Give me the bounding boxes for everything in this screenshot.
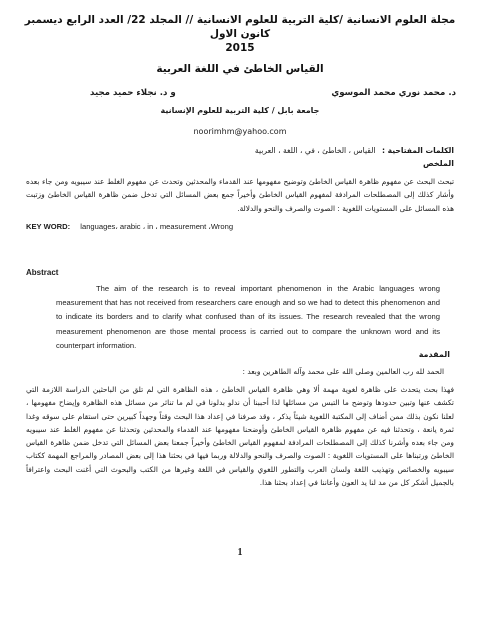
- keywords-arabic: [255, 146, 454, 155]
- journal-header-line1: مجلة العلوم الانسانية /كلية التربية للعلوم الانسانية // المجلد 22/ العدد الرابع ديسمبر كانون الاول: [24, 14, 456, 40]
- authors-line: [90, 88, 456, 98]
- abstract-arabic-heading: الملخص: [422, 159, 454, 168]
- author-2: و د. نجلاء حميد مجيد: [90, 88, 176, 98]
- keywords-english-terms: languages، arabic ، in ، measurement ،Wrong: [80, 222, 234, 231]
- introduction-text: فهذا بحث يتحدث على ظاهرة لغوية مهمة ألا وهي ظاهرة القياس الخاطئ ، هذه الظاهرة التي لم تلق من الباحثين الدراسة اللازمة التي تكشف عنها وتبين حدودها وتوضح ما التبس من مسائلها لذا أحببنا أن ندلو بدلونا في لم ما تناثر من مسائل هذه الظاهرة وإيضاح مفهومها ، لعلنا نكون بذلك ممن أضاف إلى المكتبة اللغوية شيئاً يذكر ، وقد صرفنا في إعداد هذا البحث وقتاً وجهداً كبيرين حتى استقام على سوقه وغدا ثمرة يانعة ، وتحدثنا فيه عن مفهوم ظاهرة القياس الخاطئ وأوضحنا مفهومها عند القدماء والمحدثين وتحدثنا عن مفهوم الغلط عند سيبويه ومن جاء بعده وأشرنا كذلك إلى المصطلحات المرادفة لمفهوم القياس الخاطئ وأخيراً جمعنا بعض المسائل التي تدخل ضمن ظاهرة القياس الخاطئ ورتبناها على المستويات اللغوية : الصوت والصرف والنحو والدلالة وربما فيها في بحثنا هذا إلى بعض المصادر والمراجع المهمة ككتاب سيبويه والخصائص وتهذيب اللغة ولسان العرب والتطور اللغوي والقياس في اللغة وغيرها من الكتب والبحوث التي أغنت البحث واعترافاً بالجميل أشكر كل من مد لنا يد العون وأعاننا في إعداد بحثنا هذا.: [26, 385, 454, 488]
- keywords-english-label: KEY WORD:: [26, 222, 71, 231]
- introduction-greeting: الحمد لله رب العالمين وصلى الله على محمد وآله الطاهرين وبعد :: [242, 367, 444, 376]
- abstract-english-text: The aim of the research is to reveal important phenomenon in the Arabic languages wrong measurement that has not received from researchers care enough and so we had to detect this phenomenon and to indicate its borders and to clarify what confused than of its issues. The research revealed that the wrong measurement phenomenon are those mental process is carried out to compare the unknown word and its counterpart information.: [56, 284, 440, 350]
- paper-title: القياس الخاطئ في اللغة العربية: [156, 63, 324, 75]
- abstract-arabic-text: تبحث البحث عن مفهوم ظاهرة القياس الخاطئ وتوضيح مفهومها عند القدماء والمحدثين وتحدث عن مفهوم الغلط عند سيبويه ومن جاء بعده وأشار كذلك إلى المصطلحات المرادفة لمفهوم القياس الخاطئ وأخيراً جمع بعض المسائل التي تدخل ضمن ظاهرة القياس الخاطئ وزتبت هذه المسائل على المستويات اللغوية : الصوت والصرف والنحو والدلالة.: [26, 177, 454, 213]
- affiliation: جامعة بابل / كلية التربية للعلوم الإنسانية: [160, 106, 320, 115]
- abstract-english-heading: Abstract: [26, 268, 59, 277]
- introduction-heading: المقدمة: [418, 350, 450, 359]
- author-email[interactable]: noorimhm@yahoo.com: [193, 127, 287, 136]
- author-1: د. محمد نوري محمد الموسوي: [331, 88, 456, 98]
- keywords-arabic-terms: القياس ، الخاطئ ، في ، اللغة ، العربية: [254, 146, 376, 155]
- keywords-english: [26, 222, 454, 231]
- journal-header: [14, 13, 466, 55]
- page-number: 1: [237, 547, 243, 558]
- journal-header-line2: 2015: [225, 42, 255, 54]
- keywords-arabic-label: الكلمات المفتاحية :: [381, 146, 454, 155]
